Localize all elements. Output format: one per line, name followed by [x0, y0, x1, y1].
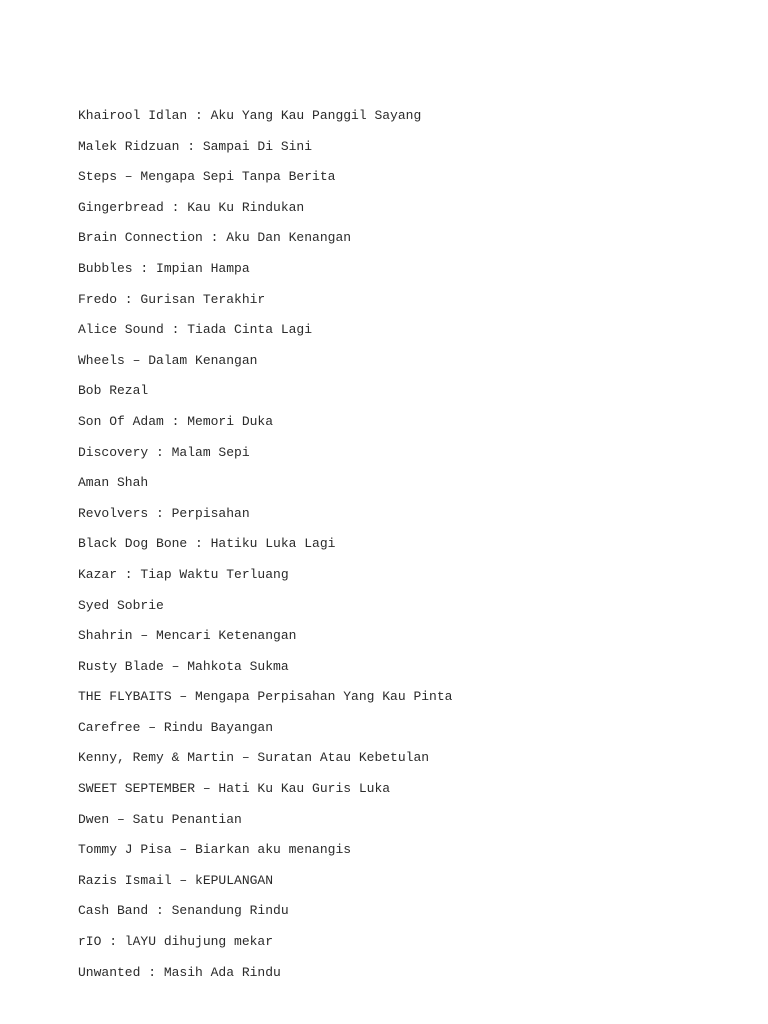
list-item: Gingerbread : Kau Ku Rindukan — [78, 199, 305, 215]
list-item: rIO : lAYU dihujung mekar — [78, 934, 274, 950]
list-item: Brain Connection : Aku Dan Kenangan — [78, 230, 352, 246]
list-item: Discovery : Malam Sepi — [78, 444, 250, 460]
list-item: Alice Sound : Tiada Cinta Lagi — [78, 322, 313, 338]
list-item: Dwen – Satu Penantian — [78, 811, 242, 827]
list-item: Unwanted : Masih Ada Rindu — [78, 964, 281, 980]
list-item: Bob Rezal — [78, 383, 149, 399]
list-item: Carefree – Rindu Bayangan — [78, 719, 274, 735]
list-item: Aman Shah — [78, 475, 149, 491]
list-item: Kenny, Remy & Martin – Suratan Atau Kebetulan — [78, 750, 430, 766]
list-item: Rusty Blade – Mahkota Sukma — [78, 658, 289, 674]
song-list — [78, 105, 452, 992]
list-item: Kazar : Tiap Waktu Terluang — [78, 566, 289, 582]
list-item: SWEET SEPTEMBER – Hati Ku Kau Guris Luka — [78, 781, 391, 797]
list-item: Tommy J Pisa – Biarkan aku menangis — [78, 842, 352, 858]
list-item: Wheels – Dalam Kenangan — [78, 352, 258, 368]
list-item: Fredo : Gurisan Terakhir — [78, 291, 266, 307]
list-item: Son Of Adam : Memori Duka — [78, 413, 274, 429]
list-item: Malek Ridzuan : Sampai Di Sini — [78, 138, 313, 154]
list-item: THE FLYBAITS – Mengapa Perpisahan Yang Kau Pinta — [78, 689, 453, 705]
list-item: Shahrin – Mencari Ketenangan — [78, 628, 297, 644]
list-item: Black Dog Bone : Hatiku Luka Lagi — [78, 536, 336, 552]
list-item: Revolvers : Perpisahan — [78, 505, 250, 521]
list-item: Syed Sobrie — [78, 597, 164, 613]
list-item: Khairool Idlan : Aku Yang Kau Panggil Sayang — [78, 108, 422, 123]
list-item: Steps – Mengapa Sepi Tanpa Berita — [78, 169, 336, 185]
list-item: Cash Band : Senandung Rindu — [78, 903, 289, 919]
list-item: Bubbles : Impian Hampa — [78, 260, 250, 276]
list-item: Razis Ismail – kEPULANGAN — [78, 872, 274, 888]
